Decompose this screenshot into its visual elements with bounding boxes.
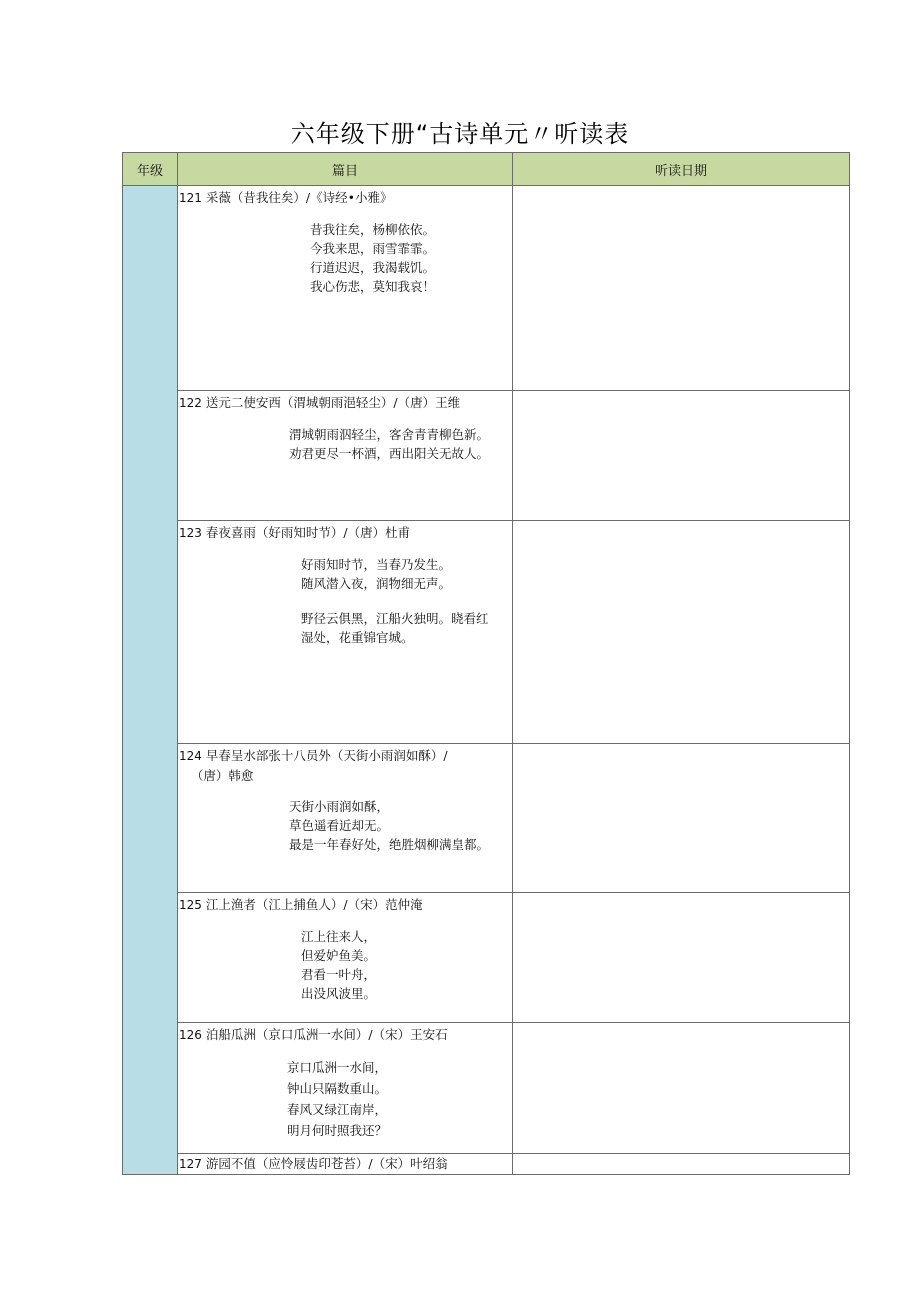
header-grade: 年级 <box>123 153 178 186</box>
date-cell[interactable] <box>513 521 850 744</box>
poem-text <box>178 1057 512 1141</box>
poem-line: 天街小雨润如酥， <box>289 799 390 814</box>
poem-heading <box>178 1154 512 1174</box>
poem-line: 春风又绿江南岸， <box>287 1102 388 1117</box>
poem-line: 出没风波里。 <box>301 986 377 1001</box>
poem-line: 但爱妒鱼美。 <box>301 948 377 963</box>
poem-cell <box>178 1023 513 1154</box>
poem-title-author: （唐）韩愈 <box>190 768 254 783</box>
date-cell[interactable] <box>513 1023 850 1154</box>
date-cell[interactable] <box>513 391 850 521</box>
page-title: 六年级下册“古诗单元〃听读表 <box>290 120 630 148</box>
poem-line: 今我来思，雨雪霏霏。 <box>310 241 436 256</box>
poem-heading <box>178 521 512 543</box>
poem-number: 125 <box>179 898 202 912</box>
poem-line: 行道迟迟，我渴载饥。 <box>310 260 436 275</box>
date-cell[interactable] <box>513 744 850 893</box>
poem-text <box>178 797 512 854</box>
poem-cell <box>178 1154 513 1175</box>
poem-title: 采薇（昔我往矣）/《诗经•小雅》 <box>205 190 393 205</box>
poem-line: 劝君更尽一杯酒，西出阳关无故人。 <box>289 446 490 461</box>
table-row <box>123 893 850 1023</box>
poem-number: 126 <box>179 1028 202 1042</box>
poem-line: 江上往来人， <box>301 929 377 944</box>
date-cell[interactable] <box>513 186 850 391</box>
poem-number: 127 <box>179 1157 202 1171</box>
poem-cell <box>178 391 513 521</box>
table-row <box>123 391 850 521</box>
poem-title: 春夜喜雨（好雨知时节）/（唐）杜甫 <box>205 525 411 540</box>
table-row <box>123 1154 850 1175</box>
poem-line: 野径云俱黑，江船火独明。晓看红 <box>301 611 489 626</box>
poem-cell <box>178 521 513 744</box>
poem-line: 渭城朝雨泅轻尘，客舍青青柳色新。 <box>289 427 490 442</box>
poem-heading <box>178 391 512 413</box>
poem-line: 京口瓜洲一水间， <box>287 1060 388 1075</box>
poem-heading <box>178 186 512 208</box>
poem-number: 121 <box>179 191 202 205</box>
poem-line: 好雨知时节，当春乃发生。 <box>301 557 452 572</box>
poem-line: 我心伤悲，莫知我哀！ <box>310 279 436 294</box>
poem-text <box>178 555 512 647</box>
poem-title: 送元二使安西（渭城朝雨浥轻尘）/（唐）王维 <box>205 395 461 410</box>
poem-text <box>178 425 512 463</box>
poem-line: 明月何时照我还？ <box>287 1123 388 1138</box>
header-date: 听读日期 <box>513 153 850 186</box>
poem-number: 124 <box>179 749 202 763</box>
table-row <box>123 744 850 893</box>
poem-number: 123 <box>179 526 202 540</box>
poem-heading <box>178 893 512 915</box>
header-poem: 篇目 <box>178 153 513 186</box>
poem-title: 江上渔者（江上捕鱼人）/（宋）范仲淹 <box>205 897 423 912</box>
table-row <box>123 521 850 744</box>
poem-line <box>301 593 512 609</box>
poem-line: 钟山只隔数重山。 <box>287 1081 388 1096</box>
poem-line: 君看一叶舟， <box>301 967 377 982</box>
poem-heading <box>178 744 512 785</box>
poem-cell <box>178 186 513 391</box>
reading-log-table-wrapper <box>122 152 849 1176</box>
poem-title: 游园不值（应怜屐齿印苍苔）/（宋）叶绍翁 <box>205 1156 448 1171</box>
grade-cell <box>123 186 178 1175</box>
poem-number: 122 <box>179 396 202 410</box>
poem-title: 泊船瓜洲（京口瓜洲一水间）/（宋）王安石 <box>205 1027 448 1042</box>
poem-line: 草色遥看近却无。 <box>289 818 390 833</box>
table-row <box>123 1023 850 1154</box>
poem-title: 早春呈水部张十八员外（天街小雨润如酥）/ <box>205 748 448 763</box>
poem-heading <box>178 1023 512 1045</box>
table-row <box>123 186 850 391</box>
date-cell[interactable] <box>513 893 850 1023</box>
date-cell[interactable] <box>513 1154 850 1175</box>
poem-line: 最是一年春好处，绝胜烟柳满皇都。 <box>289 837 490 852</box>
reading-log-table <box>122 152 850 1175</box>
poem-text <box>178 220 512 296</box>
poem-line: 昔我往矣，杨柳依依。 <box>310 222 436 237</box>
poem-cell <box>178 744 513 893</box>
poem-cell <box>178 893 513 1023</box>
poem-line: 湿处，花重锦官城。 <box>301 630 414 645</box>
header-row <box>123 153 850 186</box>
poem-line: 随风潜入夜，润物细无声。 <box>301 576 452 591</box>
poem-text <box>178 927 512 1003</box>
